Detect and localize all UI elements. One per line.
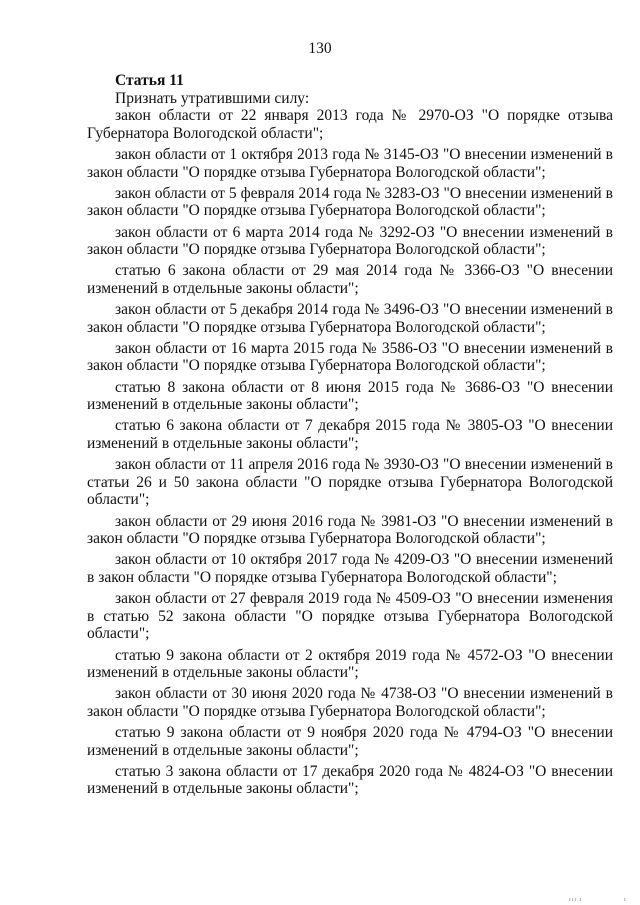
list-item: закон области от 10 октября 2017 года № 4209-ОЗ "О внесении изменений в закон области "О порядке отзыва Губернатора Вологодской области"; [87, 551, 613, 586]
article-body [87, 72, 613, 802]
list-item: закон области от 11 апреля 2016 года № 3930-ОЗ "О внесении изменений в статьи 26 и 50 закона области "О порядке отзыва Губернатора Вологодской области"; [87, 456, 613, 509]
list-item: статью 6 закона области от 7 декабря 2015 года № 3805-ОЗ "О внесении изменений в отдельные законы области"; [87, 417, 613, 453]
list-item: закон области от 5 декабря 2014 года № 3496-ОЗ "О внесении изменений в закон области "О порядке отзыва Губернатора Вологодской области"; [87, 301, 613, 336]
list-item: статью 8 закона области от 8 июня 2015 года № 3686-ОЗ "О внесении изменений в отдельные законы области"; [87, 378, 613, 414]
scan-mark-left: ııı ı [569, 897, 583, 903]
list-item: закон области от 27 февраля 2019 года № 4509-ОЗ "О внесении изменения в статью 52 закона области "О порядке отзыва Губернатора Вологодской области"; [87, 590, 613, 643]
list-item: статью 6 закона области от 29 мая 2014 года № 3366-ОЗ "О внесении изменений в отдельные законы области"; [87, 262, 613, 297]
article-intro: Признать утратившими силу: [115, 89, 310, 107]
list-item: статью 9 закона области от 9 ноября 2020 года № 4794-ОЗ "О внесении изменений в отдельные законы области"; [87, 724, 613, 759]
list-item: статью 9 закона области от 2 октября 2019 года № 4572-ОЗ "О внесении изменений в отдельные законы области"; [87, 646, 613, 682]
list-item: закон области от 30 июня 2020 года № 4738-ОЗ "О внесении изменений в закон области "О порядке отзыва Губернатора Вологодской области"; [87, 685, 613, 720]
list-item: закон области от 6 марта 2014 года № 3292-ОЗ "О внесении изменений в закон области "О порядке отзыва Губернатора Вологодской области"; [87, 223, 613, 259]
list-item: закон области от 16 марта 2015 года № 3586-ОЗ "О внесении изменений в закон области "О порядке отзыва Губернатора Вологодской области"; [87, 339, 613, 375]
repealed-laws-list [87, 107, 613, 798]
list-item: закон области от 29 июня 2016 года № 3981-ОЗ "О внесении изменений в закон области "О порядке отзыва Губернатора Вологодской области"; [87, 512, 613, 548]
scan-mark-right: ı [624, 897, 627, 903]
list-item: закон области от 5 февраля 2014 года № 3283-ОЗ "О внесении изменений в закон области "О порядке отзыва Губернатора Вологодской области"; [87, 184, 613, 220]
list-item: статью 3 закона области от 17 декабря 2020 года № 4824-ОЗ "О внесении изменений в отдельные законы области"; [87, 762, 613, 798]
list-item: закон области от 22 января 2013 года № 2970-ОЗ "О порядке отзыва Губернатора Вологодской области"; [87, 107, 613, 142]
article-title: Статья 11 [115, 72, 184, 89]
page-number: 130 [308, 40, 332, 57]
list-item: закон области от 1 октября 2013 года № 3145-ОЗ "О внесении изменений в закон области "О порядке отзыва Губернатора Вологодской области"; [87, 145, 613, 181]
